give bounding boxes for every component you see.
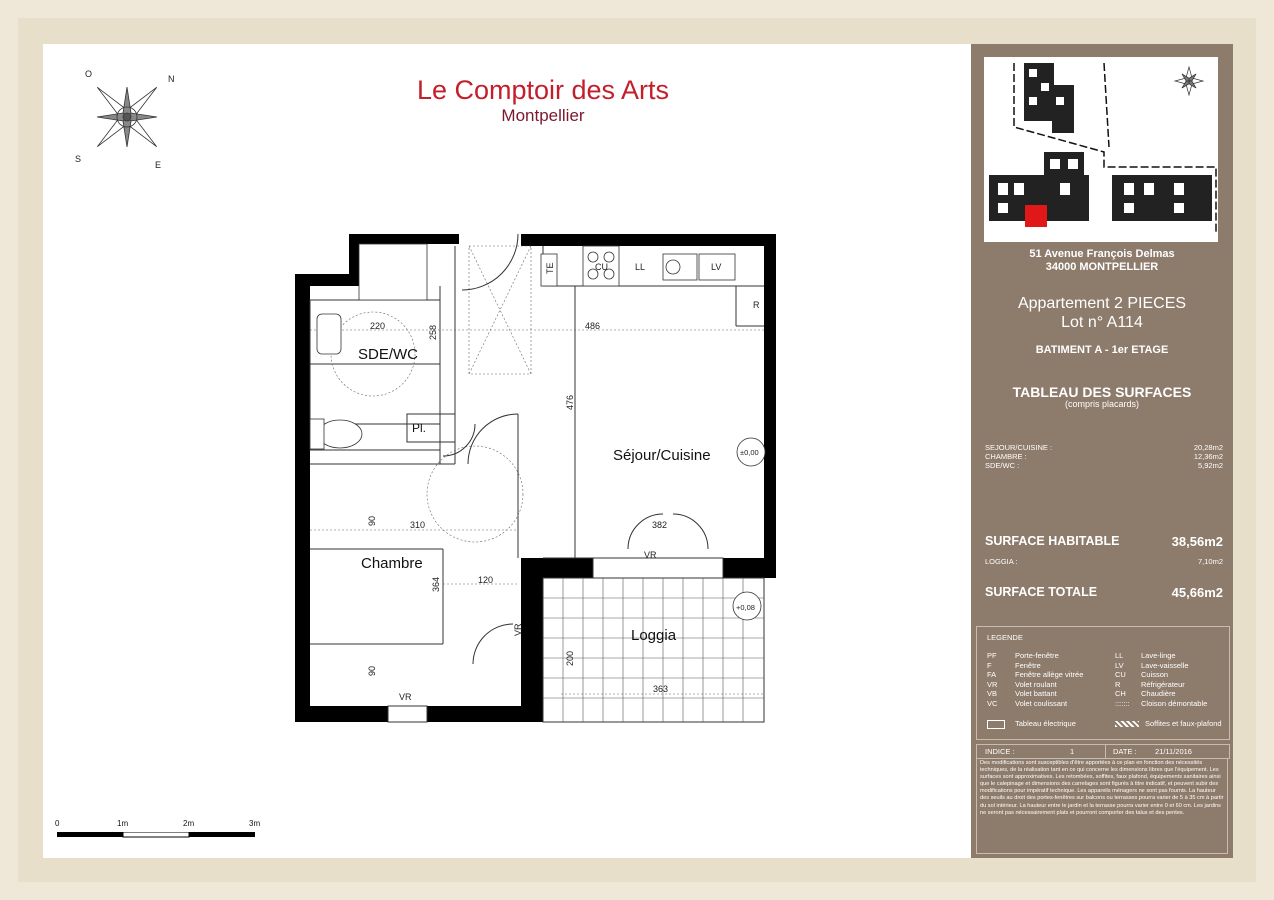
dim-476: 476: [565, 394, 575, 410]
apartment-info: [971, 294, 1233, 332]
project-title: Le Comptoir des Arts: [416, 75, 670, 105]
legend-title: LEGENDE: [987, 633, 1023, 642]
lot-highlight: [1025, 205, 1047, 227]
site-plan-map: [984, 57, 1218, 242]
code-ll: LL: [635, 262, 646, 272]
date-label: DATE :: [1113, 747, 1137, 756]
surface-row: CHAMBRE : 12,36m2: [985, 452, 1223, 461]
floor-plan: [43, 44, 971, 858]
date-value: 21/11/2016: [1155, 747, 1192, 756]
disclaimer: Des modifications sont susceptibles d'être apportées à ce plan en fonction des nécessités techniques, de la réalisation tant en ce qui concerne les dimensions libres que l'équipement. Les surfaces sont approximatives. Les retombées, soffites, faux plafond, équipements sanitaires ainsi que le calepinage et dimensions des carrelages sont figurés à titre indicatif, et peuvent subir des modifications pour impératif technique. Les appareils ménagers ne sont pas fournis. La hauteur des seuils au droit des portes-fenêtres sur balcons ou terrasses pourra varier de 5 à 35 cm à partir du sol intérieur. La hauteur entre le jardin et la terrasse pourra varier entre 0 et 60 cm. Les jardins ne seront pas nécessairement plats et pourront comporter des talus et des pentes.: [976, 758, 1228, 854]
code-lv: LV: [711, 262, 722, 272]
lot-number: Lot n° A114: [1061, 314, 1143, 331]
dim-364: 364: [431, 576, 441, 592]
surface-row: SDE/WC : 5,92m2: [985, 461, 1223, 470]
dim-220: 220: [370, 321, 386, 331]
address: [971, 248, 1233, 274]
surface-row: SEJOUR/CUISINE : 20,28m2: [985, 443, 1223, 452]
dim-120: 120: [478, 575, 494, 585]
project-city: Montpellier: [501, 106, 585, 125]
dim-90-bottom: 90: [367, 665, 377, 676]
address-street: 51 Avenue François Delmas: [1029, 248, 1175, 260]
scale-label-1m: 1m: [117, 819, 129, 828]
dim-310: 310: [410, 520, 426, 530]
legend-soffites: Soffites et faux-plafond: [1115, 719, 1222, 729]
soffite-icon: [1115, 721, 1139, 727]
dim-200: 200: [565, 650, 575, 666]
loggia-tiles: [543, 578, 764, 722]
scale-label-0: 0: [55, 819, 60, 828]
plan-paper: [43, 44, 971, 858]
surface-totale: SURFACE TOTALE 45,66m2: [985, 585, 1223, 600]
compass-n: N: [168, 74, 175, 84]
dim-486: 486: [585, 321, 601, 331]
surfaces-table-subtitle: (compris placards): [1064, 399, 1140, 409]
code-vr-chambre: VR: [399, 692, 412, 702]
code-vr-sejour: VR: [644, 550, 657, 560]
walls: [295, 234, 776, 722]
level-sejour: ±0,00: [740, 448, 759, 457]
dim-90-top: 90: [367, 515, 377, 526]
building-floor: BATIMENT A - 1er ETAGE: [1035, 344, 1169, 356]
scale-label-3m: 3m: [249, 819, 261, 828]
compass-s: S: [75, 154, 82, 164]
electric-panel-icon: [987, 720, 1005, 729]
indice-label: INDICE :: [985, 747, 1015, 756]
dim-382: 382: [652, 520, 668, 530]
dim-258: 258: [428, 324, 438, 340]
indice-date-row: [976, 744, 1230, 759]
compass-o: O: [85, 69, 93, 79]
loggia-surface: LOGGIA : 7,10m2: [985, 557, 1223, 566]
surfaces-rows: [985, 443, 1223, 470]
surface-habitable: SURFACE HABITABLE 38,56m2: [985, 534, 1223, 549]
level-loggia: +0,08: [736, 603, 755, 612]
compass-e: E: [155, 160, 162, 170]
address-city: 34000 MONTPELLIER: [1045, 261, 1159, 273]
room-sde-wc: SDE/WC: [358, 346, 418, 363]
legend: [976, 626, 1230, 740]
code-te: TE: [545, 262, 555, 274]
code-vr-chambre-door: VR: [513, 623, 523, 636]
indice-divider: [1105, 745, 1106, 758]
dim-363: 363: [653, 684, 669, 694]
code-r: R: [753, 300, 760, 310]
room-loggia: Loggia: [631, 627, 677, 644]
room-placard: Pl.: [412, 421, 427, 435]
scale-bar: [57, 832, 267, 848]
room-chambre: Chambre: [361, 555, 423, 572]
legend-left: PF Porte-fenêtre F Fenêtre FA Fenêtre allège vitrée VR Volet roulant VB Volet battant VC Volet coulissant: [987, 651, 1084, 708]
surfaces-table-title: TABLEAU DES SURFACES: [1012, 384, 1192, 400]
apartment-type: Appartement 2 PIECES: [1017, 295, 1187, 312]
legend-tableau: Tableau électrique: [987, 719, 1076, 729]
legend-right: LL Lave-linge LV Lave-vaisselle CU Cuisson R Réfrigérateur CH Chaudière ::::::: Cloison démontable: [1115, 651, 1208, 708]
indice-value: 1: [1070, 747, 1075, 756]
room-sejour-cuisine: Séjour/Cuisine: [613, 447, 711, 464]
code-cu: CU: [595, 262, 608, 272]
scale-label-2m: 2m: [183, 819, 195, 828]
info-panel: [971, 44, 1233, 858]
